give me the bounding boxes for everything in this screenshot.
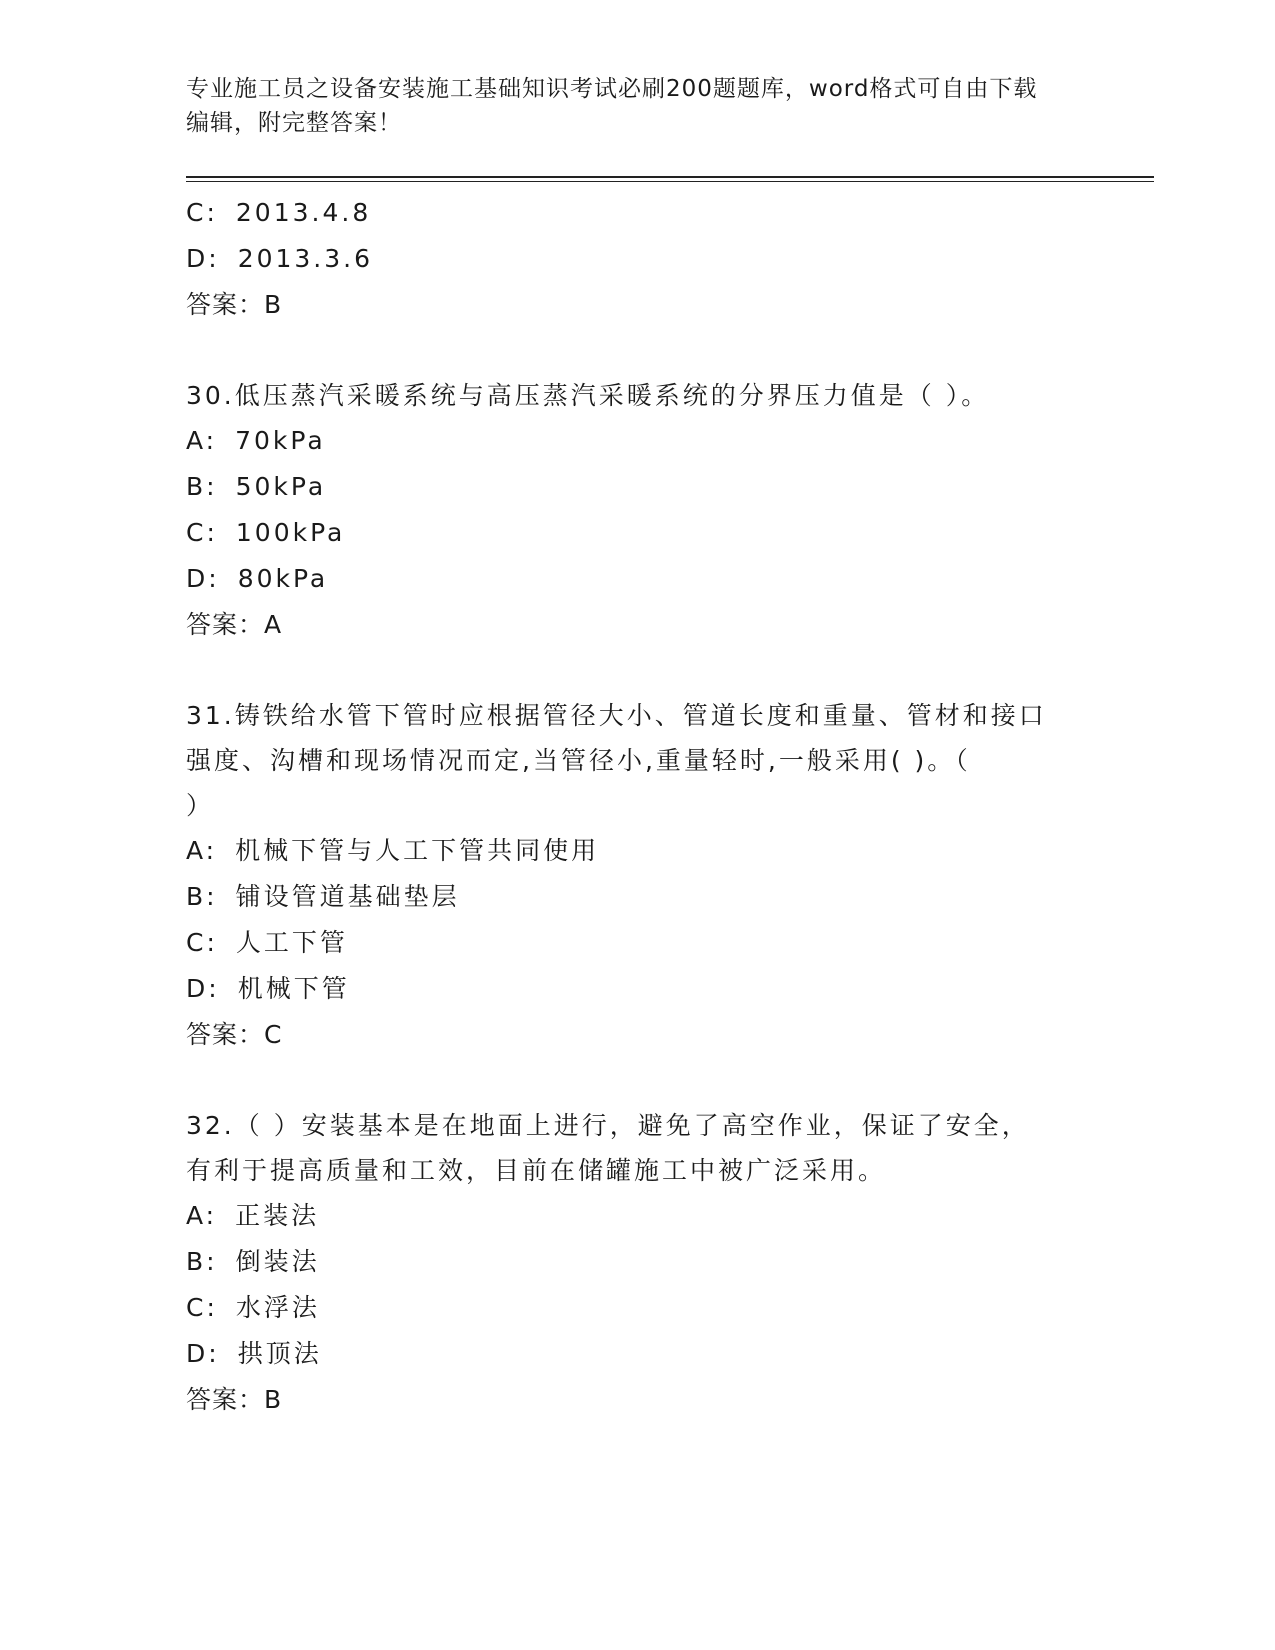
option-label: A: [186, 426, 218, 455]
answer-line: 答案：C [186, 1020, 283, 1049]
question-block-31 [186, 693, 1086, 1058]
option-label: A: [186, 836, 218, 865]
option-label: A: [186, 1201, 218, 1230]
option-label: D: [186, 974, 220, 1003]
header-title-line-2: 编辑，附完整答案！ [186, 110, 402, 136]
header-title-line-1: 专业施工员之设备安装施工基础知识考试必刷200题题库，word格式可自由下载 [186, 76, 1038, 102]
option-text: 50kPa [235, 472, 327, 501]
answer-line: 答案：B [186, 290, 283, 319]
option-label: B: [186, 1247, 218, 1276]
page-header [186, 72, 1086, 140]
option-c [186, 190, 1086, 236]
spacer [186, 1058, 1086, 1103]
question-text: 31.铸铁给水管下管时应根据管径大小、管道长度和重量、管材和接口 [186, 701, 1047, 730]
option-label: C: [186, 198, 218, 227]
option-c [186, 510, 1086, 556]
option-label: C: [186, 928, 218, 957]
option-b [186, 1239, 1086, 1285]
option-text: 100kPa [235, 518, 346, 547]
question-block-30 [186, 373, 1086, 648]
option-text: 80kPa [237, 564, 329, 593]
spacer [186, 328, 1086, 373]
option-label: D: [186, 564, 220, 593]
option-d [186, 236, 1086, 282]
answer-line: 答案：A [186, 610, 283, 639]
option-b [186, 464, 1086, 510]
question-text: 有利于提高质量和工效，目前在储罐施工中被广泛采用。 [186, 1156, 887, 1185]
option-text: 正装法 [235, 1201, 320, 1230]
option-text: 2013.3.6 [237, 244, 374, 273]
header-divider-thick [186, 176, 1154, 178]
option-label: C: [186, 518, 218, 547]
option-text: 机械下管与人工下管共同使用 [235, 836, 600, 865]
option-label: D: [186, 244, 220, 273]
question-text: ） [186, 791, 215, 820]
option-label: C: [186, 1293, 218, 1322]
option-text: 2013.4.8 [235, 198, 372, 227]
option-c [186, 1285, 1086, 1331]
question-list [186, 190, 1086, 1423]
question-text: 强度、沟槽和现场情况而定,当管径小,重量轻时,一般采用( )。（ [186, 746, 971, 775]
option-d [186, 966, 1086, 1012]
option-text: 人工下管 [235, 928, 348, 957]
answer-line: 答案：B [186, 1385, 283, 1414]
question-text: 30.低压蒸汽采暖系统与高压蒸汽采暖系统的分界压力值是（ ）。 [186, 381, 990, 410]
question-block-prev [186, 190, 1086, 328]
question-text: 32.（ ）安装基本是在地面上进行，避免了高空作业，保证了安全， [186, 1111, 1030, 1140]
option-label: B: [186, 472, 218, 501]
option-text: 水浮法 [235, 1293, 320, 1322]
option-label: D: [186, 1339, 220, 1368]
question-block-32 [186, 1103, 1086, 1423]
option-d [186, 556, 1086, 602]
header-divider-thin [186, 181, 1154, 182]
option-text: 70kPa [235, 426, 326, 455]
spacer [186, 648, 1086, 693]
option-text: 机械下管 [237, 974, 350, 1003]
option-d [186, 1331, 1086, 1377]
option-text: 铺设管道基础垫层 [235, 882, 460, 911]
option-text: 拱顶法 [237, 1339, 322, 1368]
option-a [186, 1193, 1086, 1239]
option-a [186, 418, 1086, 464]
option-text: 倒装法 [235, 1247, 320, 1276]
option-b [186, 874, 1086, 920]
option-label: B: [186, 882, 218, 911]
option-c [186, 920, 1086, 966]
option-a [186, 828, 1086, 874]
